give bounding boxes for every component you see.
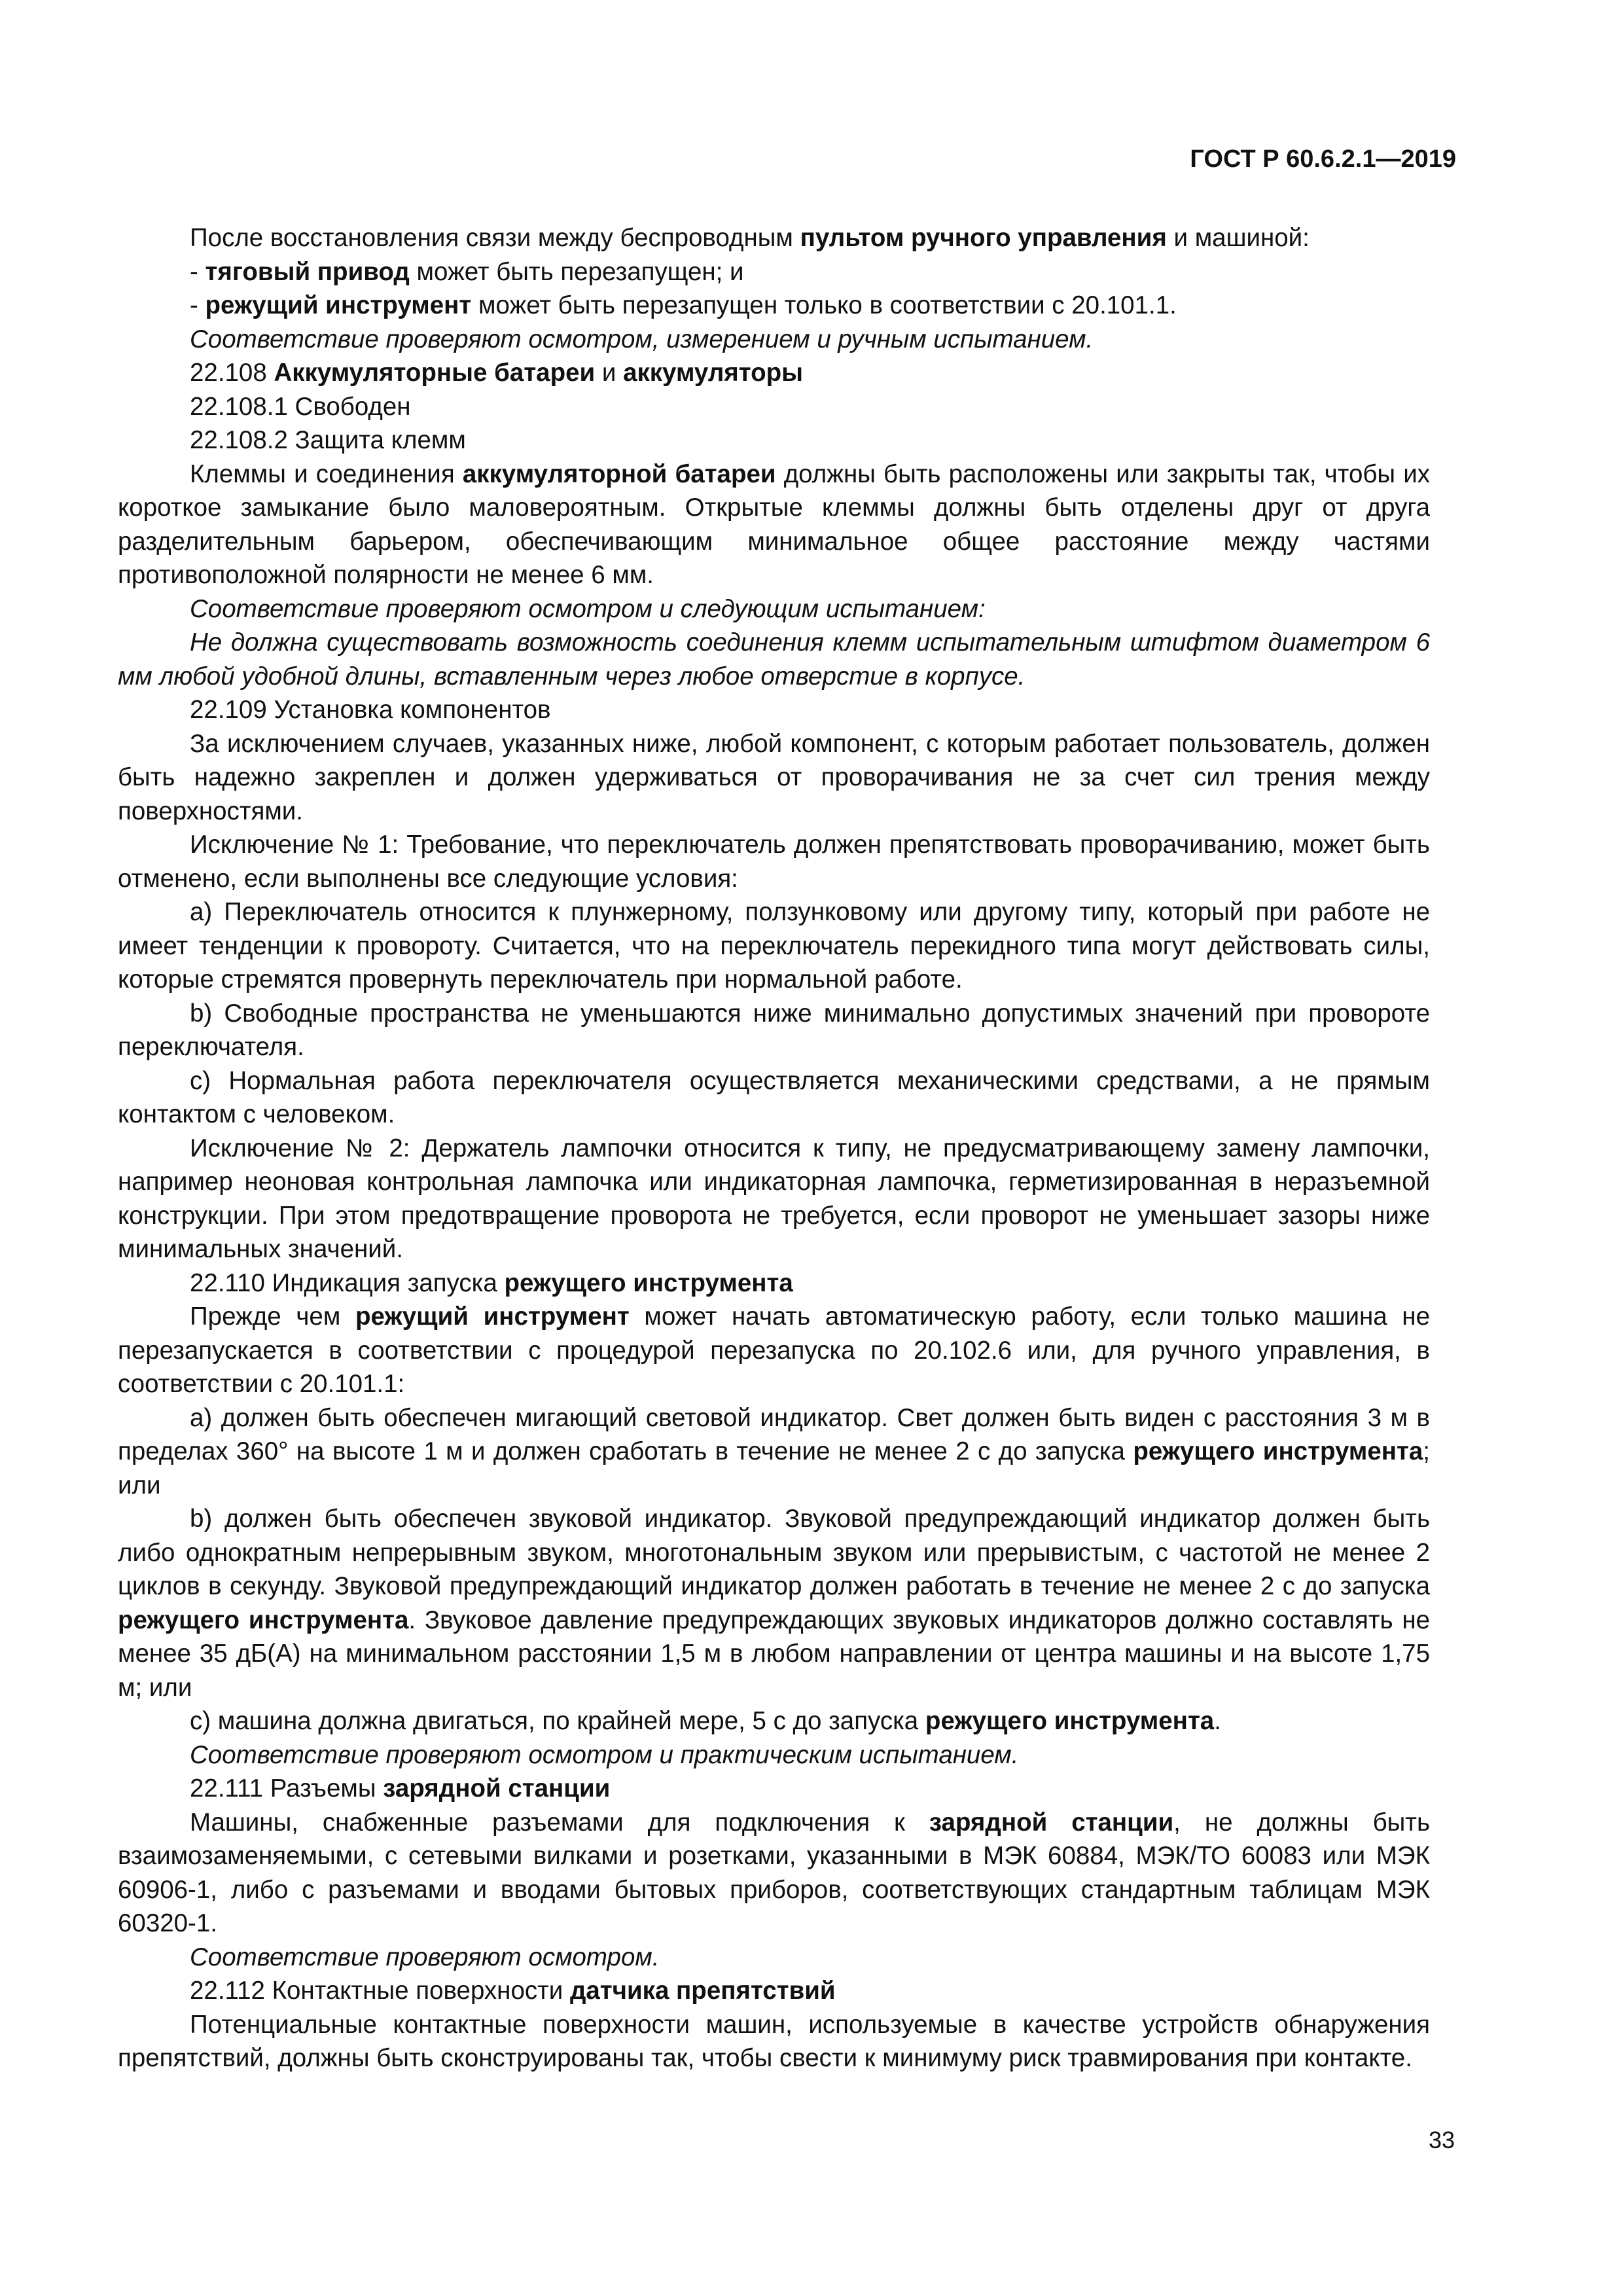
bold-term: режущий инструмент xyxy=(205,291,472,319)
paragraph xyxy=(118,255,1430,289)
paragraph xyxy=(118,457,1430,592)
bold-term: зарядной станции xyxy=(929,1808,1174,1837)
paragraph xyxy=(118,1772,1430,1806)
paragraph xyxy=(118,221,1430,255)
text-run: 22.111 Разъемы xyxy=(190,1774,383,1803)
text-run: b) Свободные пространства не уменьшаются ниже минимально допустимых значений при провороте переключателя. xyxy=(118,999,1430,1061)
text-run: a) должен быть обеспечен мигающий световой индикатор. Свет должен быть виден с расстояния 3 м в пределах 360° на высоте 1 м и должен сработать в течение не менее 2 с до запуска xyxy=(118,1403,1430,1465)
text-run: c) машина должна двигаться, по крайней мере, 5 с до запуска xyxy=(190,1707,925,1735)
bold-term: аккумуляторы xyxy=(623,359,804,387)
paragraph xyxy=(118,1806,1430,1941)
paragraph xyxy=(118,1132,1430,1266)
bold-term: режущего инструмента xyxy=(1133,1437,1423,1465)
text-run: может быть перезапущен; и xyxy=(409,257,744,286)
text-run: - xyxy=(190,291,205,319)
paragraph xyxy=(118,356,1430,390)
text-run: Не должна существовать возможность соединения клемм испытательным штифтом диаметром 6 мм любой удобной длины, вставленным через любое отверстие в корпусе. xyxy=(118,628,1430,691)
text-run: 22.108.2 Защита клемм xyxy=(190,426,466,454)
document-body xyxy=(118,221,1430,2075)
bold-term: режущий инструмент xyxy=(355,1302,630,1331)
page-number: 33 xyxy=(1428,2126,1455,2153)
paragraph xyxy=(118,626,1430,693)
paragraph xyxy=(118,1974,1430,2008)
text-run: и машиной: xyxy=(1166,224,1310,252)
text-run: 22.112 Контактные поверхности xyxy=(190,1977,570,2005)
paragraph xyxy=(118,1738,1430,1772)
text-run: 22.109 Установка компонентов xyxy=(190,696,551,724)
paragraph xyxy=(118,693,1430,727)
paragraph xyxy=(118,1941,1430,1975)
paragraph xyxy=(118,1266,1430,1300)
text-run: может начать автоматическую работу, если только машина не перезапускается в соответствии с процедурой перезапуска по 20.102.6 или, для ручного управления, в соответствии с 20.101.1: xyxy=(118,1302,1430,1398)
paragraph xyxy=(118,1401,1430,1503)
text-run: может быть перезапущен только в соответствии с 20.101.1. xyxy=(471,291,1177,319)
paragraph xyxy=(118,592,1430,626)
bold-term: зарядной станции xyxy=(383,1774,611,1803)
text-run: Машины, снабженные разъемами для подключения к xyxy=(190,1808,929,1837)
bold-term: пультом ручного управления xyxy=(800,224,1167,252)
text-run: 22.110 Индикация запуска xyxy=(190,1268,505,1297)
paragraph xyxy=(118,727,1430,829)
text-run: За исключением случаев, указанных ниже, любой компонент, с которым работает пользователь, должен быть надежно закреплен и должен удерживаться от проворачивания не за счет сил трения между поверхностями. xyxy=(118,729,1430,825)
text-run: Исключение № 2: Держатель лампочки относится к типу, не предусматривающему замену лампочки, например неоновая контрольная лампочка или индикаторная лампочка, герметизированная в неразъемной конструкции. При этом предотвращение проворота не требуется, если проворот не уменьшает зазоры ниже минимальных значений. xyxy=(118,1134,1430,1263)
paragraph xyxy=(118,423,1430,457)
bold-term: режущего инструмента xyxy=(925,1707,1215,1735)
paragraph xyxy=(118,390,1430,424)
text-run: ; или xyxy=(118,1437,1430,1499)
text-run: . xyxy=(1214,1707,1221,1735)
text-run: 22.108 xyxy=(190,359,274,387)
bold-term: тяговый привод xyxy=(205,257,410,286)
text-run: , не должны быть взаимозаменяемыми, с сетевыми вилками и розетками, указанными в МЭК 60884, МЭК/ТО 60083 или МЭК 60906-1, либо с разъемами и вводами бытовых приборов, соответствующих стандартным таблицам МЭК 60320-1. xyxy=(118,1808,1431,1937)
document-code-header: ГОСТ Р 60.6.2.1—2019 xyxy=(1190,145,1456,173)
text-run: - xyxy=(190,257,205,286)
bold-term: Аккумуляторные батареи xyxy=(274,359,596,387)
paragraph xyxy=(118,895,1430,997)
text-run: должны быть расположены или закрыты так, чтобы их короткое замыкание было маловероятным. Открытые клеммы должны быть отделены друг от друга разделительным барьером, обеспечивающим минимальное общее расстояние между частями противоположной полярности не менее 6 мм. xyxy=(118,459,1430,589)
text-run: Соответствие проверяют осмотром, измерением и ручным испытанием. xyxy=(190,325,1094,353)
text-run: b) должен быть обеспечен звуковой индикатор. Звуковой предупреждающий индикатор должен быть либо однократным непрерывным звуком, многотональным звуком или прерывистым, с частотой не менее 2 циклов в секунду. Звуковой предупреждающий индикатор должен работать в течение не менее 2 с до запуска xyxy=(118,1505,1430,1600)
text-run: Соответствие проверяют осмотром. xyxy=(190,1943,660,1971)
bold-term: датчика препятствий xyxy=(569,1977,836,2005)
text-run: Потенциальные контактные поверхности машин, используемые в качестве устройств обнаружения препятствий, должны быть сконструированы так, чтобы свести к минимуму риск травмирования при контакте. xyxy=(118,2010,1430,2072)
paragraph xyxy=(118,1704,1430,1738)
text-run: Клеммы и соединения xyxy=(190,459,463,488)
paragraph xyxy=(118,828,1430,895)
text-run: 22.108.1 Свободен xyxy=(190,392,411,421)
text-run: Соответствие проверяют осмотром и следующим испытанием: xyxy=(190,594,986,623)
text-run: После восстановления связи между беспроводным xyxy=(190,224,800,252)
text-run: и xyxy=(595,359,624,387)
paragraph xyxy=(118,2008,1430,2075)
paragraph xyxy=(118,1502,1430,1704)
text-run: Соответствие проверяют осмотром и практическим испытанием. xyxy=(190,1740,1019,1769)
bold-term: аккумуляторной батареи xyxy=(462,459,776,488)
paragraph xyxy=(118,289,1430,323)
text-run: Исключение № 1: Требование, что переключатель должен препятствовать проворачиванию, может быть отменено, если выполнены все следующие условия: xyxy=(118,831,1430,893)
bold-term: режущего инструмента xyxy=(504,1268,793,1297)
paragraph xyxy=(118,1064,1430,1132)
text-run: . Звуковое давление предупреждающих звуковых индикаторов должно составлять не менее 35 дБ(А) на минимальном расстоянии 1,5 м в любом направлении от центра машины и на высоте 1,75 м; или xyxy=(118,1605,1430,1702)
text-run: a) Переключатель относится к плунжерному, ползунковому или другому типу, который при работе не имеет тенденции к провороту. Считается, что на переключатель перекидного типа могут действовать силы, которые стремятся провернуть переключатель при нормальной работе. xyxy=(118,898,1430,994)
text-run: c) Нормальная работа переключателя осуществляется механическими средствами, а не прямым контактом с человеком. xyxy=(118,1066,1430,1128)
bold-term: режущего инструмента xyxy=(118,1605,409,1634)
paragraph xyxy=(118,1300,1430,1401)
text-run: Прежде чем xyxy=(190,1302,355,1331)
paragraph xyxy=(118,323,1430,357)
paragraph xyxy=(118,997,1430,1064)
